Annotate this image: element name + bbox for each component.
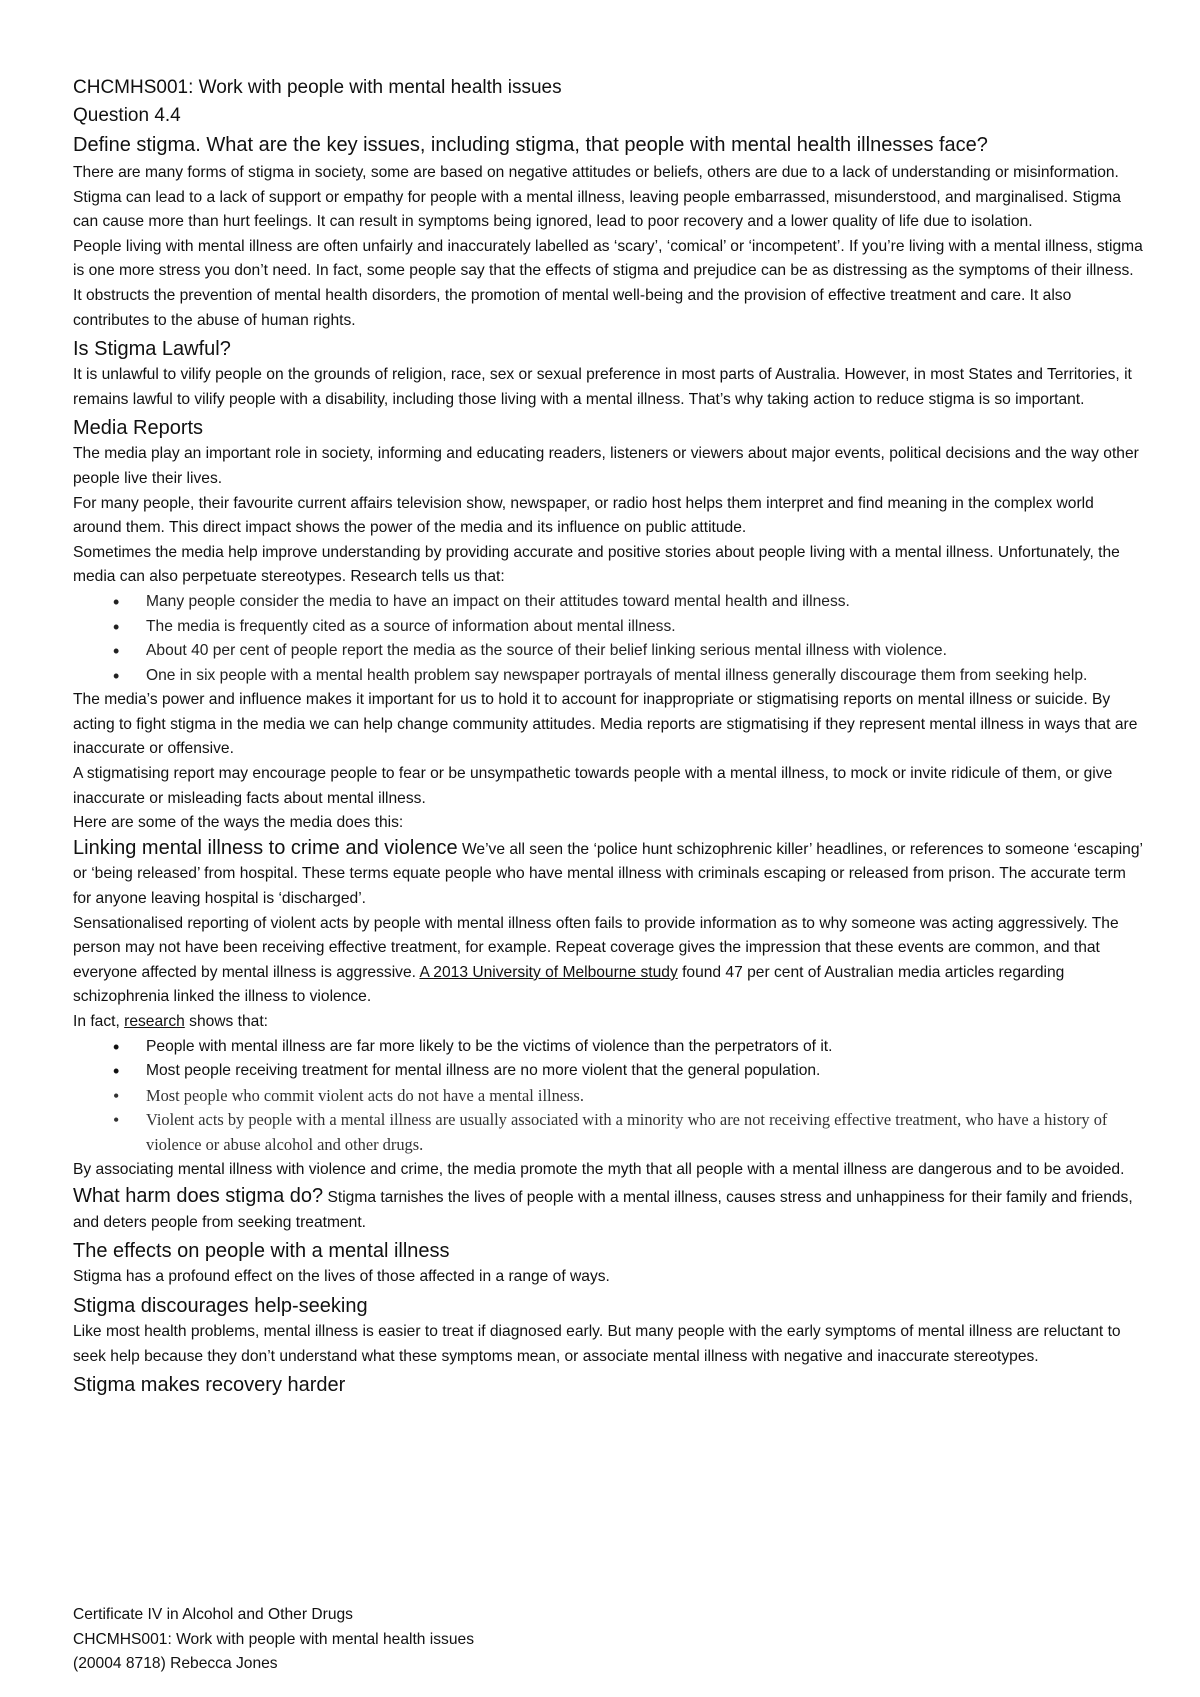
crime-text: We’ve all seen the ‘police hunt schizophrenic killer’ headlines, or references to someone ‘escaping’ or ‘being released’ from hospital. These terms equate people who have mental illness with criminals escaping or released from prison. The accurate term for anyone leaving hospital is ‘discharged’. [73,840,1143,908]
in-fact-suffix: shows that: [184,1013,269,1030]
research-bullet-list [73,590,1143,688]
study-link[interactable]: A 2013 University of Melbourne study [419,963,678,981]
list-item: • One in six people with a mental health problem say newspaper portrayals of mental illness generally discourage them from seeking help. [73,664,1143,689]
fact-bullet-list-serif [73,1084,1143,1158]
list-item: • Most people who commit violent acts do not have a mental illness. [73,1084,1143,1109]
question-number: Question 4.4 [73,105,181,126]
document-body [73,74,1143,1399]
inline-heading-harm: What harm does stigma do? [73,1185,324,1208]
study-text: found 47 per cent of Australian media articles regarding schizophrenia linked the illness to violence. [73,963,1065,1006]
paragraph: Sometimes the media help improve understanding by providing accurate and positive stories about people living with a mental illness. Unfortunately, the media can also perpetuate stereotypes. Research tells us that: [73,543,1120,586]
section-heading-recovery: Stigma makes recovery harder [73,1374,346,1397]
paragraph-harm [73,1184,1143,1235]
paragraph: Stigma has a profound effect on the lives of those affected in a range of ways. [73,1268,610,1286]
list-item: • The media is frequently cited as a source of information about mental illness. [73,615,1143,640]
paragraph: There are many forms of stigma in society, some are based on negative attitudes or beliefs, others are due to a lack of understanding or misinformation. [73,164,1119,181]
section-heading-media: Media Reports [73,417,204,440]
footer-course: Certificate IV in Alcohol and Other Drugs [73,1606,353,1623]
paragraph: Like most health problems, mental illness is easier to treat if diagnosed early. But many people with the early symptoms of mental illness are reluctant to seek help because they don’t understand what these symptoms mean, or associate mental illness with negative and inaccurate stereotypes. [73,1322,1121,1365]
footer-student: (20004 8718) Rebecca Jones [73,1655,278,1673]
in-fact-prefix: In fact, [73,1013,125,1030]
harm-text: Stigma tarnishes the lives of people with a mental illness, causes stress and unhappiness for their family and friends, and deters people from seeking treatment. [73,1189,1133,1231]
list-item: • About 40 per cent of people report the media as the source of their belief linking serious mental illness with violence. [73,639,1143,664]
paragraph: It obstructs the prevention of mental health disorders, the promotion of mental well-being and the provision of effective treatment and care. It also contributes to the abuse of human rights. [73,286,1072,329]
fact-bullet-list [73,1035,1143,1084]
footer-unit: CHCMHS001: Work with people with mental health issues [73,1630,474,1648]
section-heading-help-seeking: Stigma discourages help-seeking [73,1294,368,1317]
paragraph: A stigmatising report may encourage people to fear or be unsympathetic towards people with a mental illness, to mock or invite ridicule of them, or give inaccurate or misleading facts about mental illness. [73,765,1113,807]
paragraph-sensational [73,912,1143,1010]
paragraph: The media play an important role in society, informing and educating readers, listeners or viewers about major events, political decisions and the way other people live their lives. [73,445,1139,487]
paragraph: Here are some of the ways the media does this: [73,814,404,832]
list-item: • People with mental illness are far more likely to be the victims of violence than the perpetrators of it. [73,1035,1143,1060]
question-heading: Define stigma. What are the key issues, including stigma, that people with mental health illnesses face? [73,134,988,156]
paragraph: It is unlawful to vilify people on the grounds of religion, race, sex or sexual preference in most parts of Australia. However, in most States and Territories, it remains lawful to vilify people with a disability, including those living with a mental illness. That’s why taking action to reduce stigma is so important. [73,366,1132,408]
document-title: CHCMHS001: Work with people with mental health issues [73,77,562,98]
research-link[interactable]: research [124,1013,185,1030]
paragraph: For many people, their favourite current affairs television show, newspaper, or radio host helps them interpret and find meaning in the complex world around them. This direct impact shows the power of the media and its influence on public attitude. [73,494,1094,537]
section-heading-effects: The effects on people with a mental illness [73,1240,450,1263]
paragraph: The media’s power and influence makes it important for us to hold it to account for inappropriate or stigmatising reports on mental illness or suicide. By acting to fight stigma in the media we can help change community attitudes. Media reports are stigmatising if they represent mental illness in ways that are inaccurate or offensive. [73,691,1138,758]
paragraph-in-fact [73,1010,1143,1035]
page-footer [73,1603,474,1677]
paragraph-crime [73,836,1143,912]
list-item: • Most people receiving treatment for mental illness are no more violent that the general population. [73,1059,1143,1084]
paragraph: Stigma can lead to a lack of support or empathy for people with a mental illness, leaving people embarrassed, misunderstood, and marginalised. Stigma can cause more than hurt feelings. It can result in symptoms being ignored, lead to poor recovery and a lower quality of life due to isolation. [73,188,1121,231]
inline-heading-crime: Linking mental illness to crime and violence [73,836,458,859]
paragraph: People living with mental illness are often unfairly and inaccurately labelled as ‘scary’, ‘comical’ or ‘incompetent’. If you’re living with a mental illness, stigma is one more stress you don’t need. In fact, some people say that the effects of stigma and prejudice can be as distressing as the symptoms of their illness. [73,237,1143,280]
paragraph: By associating mental illness with violence and crime, the media promote the myth that all people with a mental illness are dangerous and to be avoided. [73,1160,1125,1178]
list-item: • Violent acts by people with a mental illness are usually associated with a minority who are not receiving effective treatment, who have a history of violence or abuse alcohol and other drugs. [73,1108,1143,1157]
list-item: • Many people consider the media to have an impact on their attitudes toward mental health and illness. [73,590,1143,615]
sensational-text: Sensationalised reporting of violent acts by people with mental illness often fails to provide information as to why someone was acting aggressively. The person may not have been receiving effective treatment, for example. Repeat coverage gives the impression that these events are common, and that everyone affected by mental illness is aggressive. [73,914,1119,981]
section-heading-lawful: Is Stigma Lawful? [73,338,231,361]
